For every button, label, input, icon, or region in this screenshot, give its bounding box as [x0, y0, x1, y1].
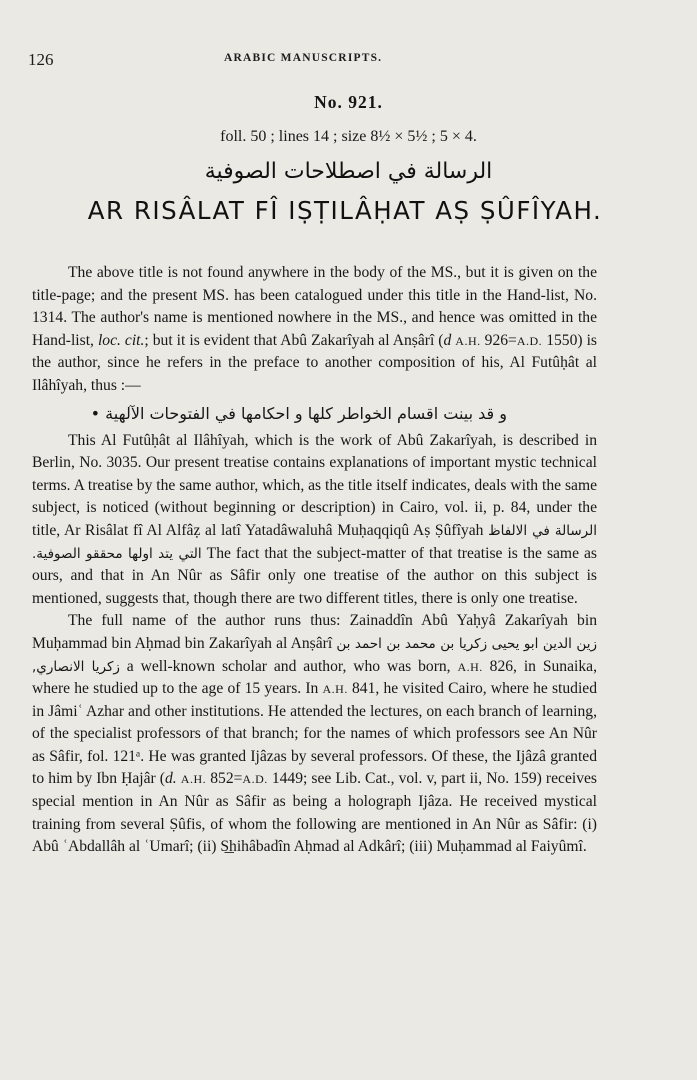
arabic-inline-title: الرسالة في الالفاظ التي يتد اولها محققو الصوفية. [32, 522, 597, 562]
collation-line: foll. 50 ; lines 14 ; size 8½ × 5½ ; 5 × 4. [220, 128, 477, 145]
ad-abbrev: A.D. [242, 772, 268, 787]
page-header [28, 50, 608, 72]
paragraph-author-text-e: 852= [206, 770, 243, 788]
arabic-author-name: زين الدين ابو يحيى زكريا بن محمد بن احمد بن زكريا الانصاري, [32, 635, 597, 675]
running-head: ARABIC MANUSCRIPTS. [224, 52, 383, 64]
entry-number: No. 921. [314, 92, 383, 112]
paragraph-author [32, 610, 597, 859]
entry-title: AR RISÂLAT FÎ IṢṬILÂḤAT AṢ ṢÛFÎYAH. [87, 196, 603, 225]
paragraph-author-text-b: a well-known scholar and author, who was born, [119, 657, 458, 675]
arabic-quotation: و قد بينت اقسام الخواطر كلها و احكامها في الفتوحات الآلهية • [90, 403, 507, 423]
arabic-title: الرسالة في اصطلاحات الصوفية [204, 159, 493, 184]
paragraph-futuhat-text-b: The fact that the subject-matter of that treatise is the same as ours, and that in An Nûr as Sâfir only one treatise of the author on this subject is mentioned, suggests that, though there are two different titles, there is only one treatise. [32, 544, 597, 607]
ah-abbrev: A.H. [322, 682, 348, 697]
paragraph-author-text-a: The full name of the author runs thus: Zainaddîn Abû Yaḥyâ Zakarîyah bin Muḥammad bin Aḥmad bin Zakarîyah al Anṣârî [32, 612, 597, 652]
ah-abbrev: A.H. [180, 772, 207, 787]
paragraph-author-text-d: 841, he visited Cairo, where he studied in Jâmiʿ Azhar and other institutions. He attended the lectures, on each branch of learning, of the specialist professors of that branch; for the names of which professors see An Nûr as Sâfir, fol. 121ᵃ. He was granted Ijâzas by several professors. Of these, the Ijâzâ granted to him by Ibn Ḥajâr ( [32, 680, 598, 788]
paragraph-author-text-f: 1449; see Lib. Cat., vol. v, part ii, No. 159) receives special mention in An Nûr as Sâfir as being a holograph Ijâza. He received mystical training from several Ṣûfis, of whom the following are mentioned in An Nûr as Sâfir: (i) Abû ʿAbdallâh al ʿUmarî; (ii) S͟hihâbadîn Aḥmad al Adkârî; (iii) Muḥammad al Faiyûmî. [32, 770, 597, 856]
paragraph-intro [32, 262, 597, 398]
paragraph-intro-text-c: 926= [480, 331, 517, 349]
page-number: 126 [28, 50, 54, 69]
paragraph-intro-text-d: 1550) is the author, since he refers in the preface to another composition of his, Al Futûḥât al Ilâhîyah, thus :— [32, 331, 597, 394]
paragraph-futuhat-text-a: This Al Futûḥât al Ilâhîyah, which is the work of Abû Zakarîyah, is described in Berlin, No. 3035. Our present treatise contains explanations of important mystic technical terms. A treatise by the same author, which, as the title itself indicates, deals with the same subject, is noticed (without beginning or description) in Cairo, vol. ii, p. 84, under the title, Ar Risâlat fî Al Alfâẓ al latî Yatadâwaluhâ Muḥaqqiqû Aṣ Ṣûfîyah [32, 431, 597, 539]
died-abbrev: d. [165, 770, 177, 788]
paragraph-futuhat [32, 430, 597, 611]
ah-abbrev: A.H. [457, 659, 483, 674]
paragraph-author-text-c: 826, in Sunaika, where he studied up to the age of 15 years. In [32, 657, 597, 698]
died-abbrev: d [443, 331, 452, 349]
ad-abbrev: A.D. [516, 333, 543, 348]
ah-abbrev: A.H. [455, 333, 481, 348]
paragraph-intro-text-a: The above title is not found anywhere in the body of the MS., but it is given on the title-page; and the present MS. has been catalogued under this title in the Hand-list, No. 1314. The author's name is mentioned nowhere in the MS., and hence was omitted in the Hand-list, [32, 264, 597, 349]
body-text [32, 262, 597, 859]
paragraph-intro-text-b: ; but it is evident that Abû Zakarîyah al Anṣârî ( [144, 331, 444, 349]
loc-cit: loc. cit. [97, 331, 145, 349]
